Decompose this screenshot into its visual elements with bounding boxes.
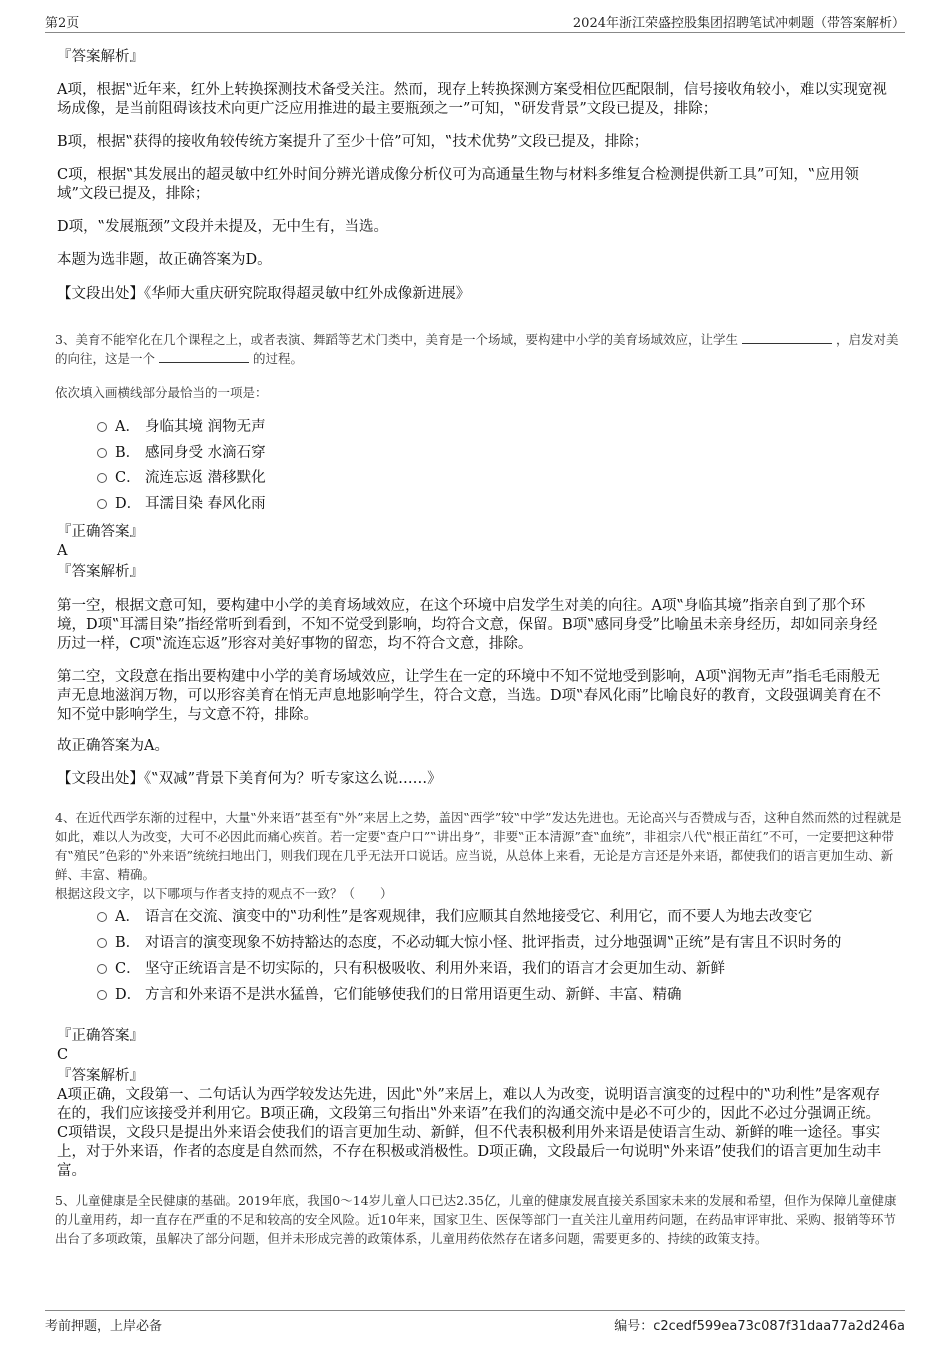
q4-analysis: A项正确，文段第一、二句话认为西学较发达先进，因此‟外”来居上，难以人为改变，说明语言演变的过程中的‟功利性”是客观存在的，我们应该接受并利用它。B项正确，文段第三句指出‟外来语”在我们的沟通交流中是必不可少的，因此不必过分强调正统。C项错误，文段只是提出外来语会使我们的语言更加生动、新鲜，但不代表积极利用外来语是使语言生动、新鲜的唯一途径。事实上，对于外来语，作者的态度是自然而然，不存在积极或消极性。D项正确，文段最后一句说明‟外来语”使我们的语言更加生动丰富。 [57, 1087, 881, 1179]
radio-button[interactable] [97, 964, 107, 974]
q3-analysis-2: 第二空，文段意在指出要构建中小学的美育场域效应，让学生在一定的环境中不知不觉地受到影响，A项‟润物无声”指毛毛雨般无声无息地滋润万物，可以形容美育在悄无声息地影响学生，符合文意，当选。D项‟春风化雨”比喻良好的教育，文段强调美育在不知不觉中影响学生，与文意不符，排除。 [57, 669, 881, 723]
fill-blank-1 [742, 331, 832, 344]
radio-button[interactable] [97, 990, 107, 1000]
q2-conclusion: 本题为选非题，故正确答案为D。 [57, 252, 272, 268]
q3-prompt: 依次填入画横线部分最恰当的一项是： [55, 385, 268, 400]
q4-option-d[interactable]: D． 方言和外来语不是洪水猛兽，它们能够使我们的日常用语更生动、新鲜、丰富、精确 [97, 985, 682, 1005]
q4-option-a[interactable]: A． 语言在交流、演变中的‟功利性”是客观规律，我们应顺其自然地接受它、利用它，而不要人为地去改变它 [97, 907, 812, 927]
q3-analysis-1: 第一空，根据文意可知，要构建中小学的美育场域效应，在这个环境中启发学生对美的向往。A项‟身临其境”指亲自到了那个环境，D项‟耳濡目染”指经常听到看到，不知不觉受到影响，均符合文意，保留。B项‟感同身受”比喻虽未亲身经历，却如同亲身经历过一样，C项‟流连忘返”形容对美好事物的留恋，均不符合文意，排除。 [57, 598, 878, 652]
footer-slogan: 考前押题，上岸必备 [45, 1319, 163, 1334]
q3-answer-label: 『正确答案』 [57, 524, 144, 540]
q2-analysis-b: B项，根据‟获得的接收角较传统方案提升了至少十倍”可知，‟技术优势”文段已提及，排除； [57, 134, 649, 150]
q3-option-c[interactable]: C． 流连忘返 潜移默化 [97, 468, 266, 488]
q2-analysis-c: C项，根据‟其发展出的超灵敏中红外时间分辨光谱成像分析仪可为高通量生物与材料多维复合检测提供新工具”可知，‟应用领域”文段已提及，排除； [57, 167, 859, 202]
radio-button[interactable] [97, 422, 107, 432]
q3-option-a[interactable]: A． 身临其境 润物无声 [97, 417, 266, 437]
radio-button[interactable] [97, 448, 107, 458]
page-number: 第2页 [45, 16, 80, 31]
page-footer [45, 1310, 905, 1333]
q5-stem: 5、儿童健康是全民健康的基础。2019年底，我国0～14岁儿童人口已达2.35亿，儿童的健康发展直接关系国家未来的发展和希望，但作为保障儿童健康的儿童用药，却一直存在严重的不足和较高的安全风险。近10年来，国家卫生、医保等部门一直关注儿童用药问题，在药品审评审批、采购、报销等环节出台了多项政策，虽解决了部分问题，但并未形成完善的政策体系，儿童用药依然存在诸多问题，需要更多的、持续的政策支持。 [55, 1193, 897, 1246]
radio-button[interactable] [97, 473, 107, 483]
page-header [45, 10, 905, 33]
radio-button[interactable] [97, 912, 107, 922]
q4-prompt: 根据这段文字，以下哪项与作者支持的观点不一致？（ ） [55, 886, 393, 901]
q4-option-b[interactable]: B． 对语言的演变现象不妨持豁达的态度，不必动辄大惊小怪、批评指责，过分地强调‟正统”是有害且不识时务的 [97, 933, 841, 953]
radio-button[interactable] [97, 499, 107, 509]
fill-blank-2 [159, 350, 249, 363]
radio-button[interactable] [97, 938, 107, 948]
q3-analysis-label: 『答案解析』 [57, 564, 144, 580]
q4-stem: 4、在近代西学东渐的过程中，大量‟外来语”甚至有‟外”来居上之势，盖因‟西学”较‟中学”发达先进也。无论高兴与否赞成与否，这种自然而然的过程就是如此，难以人为改变，大可不必因此而痛心疾首。若一定要‟查户口”‟讲出身”，非要‟正本清源”查‟血统”，非祖宗八代‟根正苗红”不可，一定要把这种带有‟殖民”色彩的‟外来语”统统扫地出门，则我们现在几乎无法开口说话。应当说，从总体上来看，无论是方言还是外来语，都使我们的语言更加生动、新鲜、丰富、精确。 [55, 810, 902, 882]
q2-analysis-a: A项，根据‟近年来，红外上转换探测技术备受关注。然而，现存上转换探测方案受相位匹配限制，信号接收角较小，难以实现宽视场成像，是当前阻碍该技术向更广泛应用推进的最主要瓶颈之一”可知，‟研发背景”文段已提及，排除； [57, 82, 887, 117]
document-code: 编号：c2cedf599ea73c087f31daa77a2d246a [614, 1319, 905, 1334]
q3-answer: A [57, 543, 68, 559]
q3-source: 【文段出处】《‟双减”背景下美育何为？听专家这么说……》 [57, 771, 442, 787]
q4-answer-label: 『正确答案』 [57, 1028, 144, 1044]
q3-stem: 3、美育不能窄化在几个课程之上，或者表演、舞蹈等艺术门类中，美育是一个场域，要构建中小学的美育场域效应，让学生 ，启发对美的向往，这是一个 的过程。 [55, 332, 899, 366]
q4-option-c[interactable]: C． 坚守正统语言是不切实际的，只有积极吸收、利用外来语，我们的语言才会更加生动、新鲜 [97, 959, 725, 979]
q2-analysis-d: D项，‟发展瓶颈”文段并未提及，无中生有，当选。 [57, 219, 388, 235]
q3-option-d[interactable]: D． 耳濡目染 春风化雨 [97, 494, 266, 514]
q2-analysis-label: 『答案解析』 [57, 49, 144, 65]
document-title: 2024年浙江荣盛控股集团招聘笔试冲刺题（带答案解析） [572, 16, 905, 31]
q2-source: 【文段出处】《华师大重庆研究院取得超灵敏中红外成像新进展》 [57, 286, 471, 302]
q4-answer: C [57, 1047, 69, 1063]
q4-analysis-label: 『答案解析』 [57, 1068, 144, 1084]
q3-conclusion: 故正确答案为A。 [57, 738, 169, 754]
q3-option-b[interactable]: B． 感同身受 水滴石穿 [97, 443, 266, 463]
